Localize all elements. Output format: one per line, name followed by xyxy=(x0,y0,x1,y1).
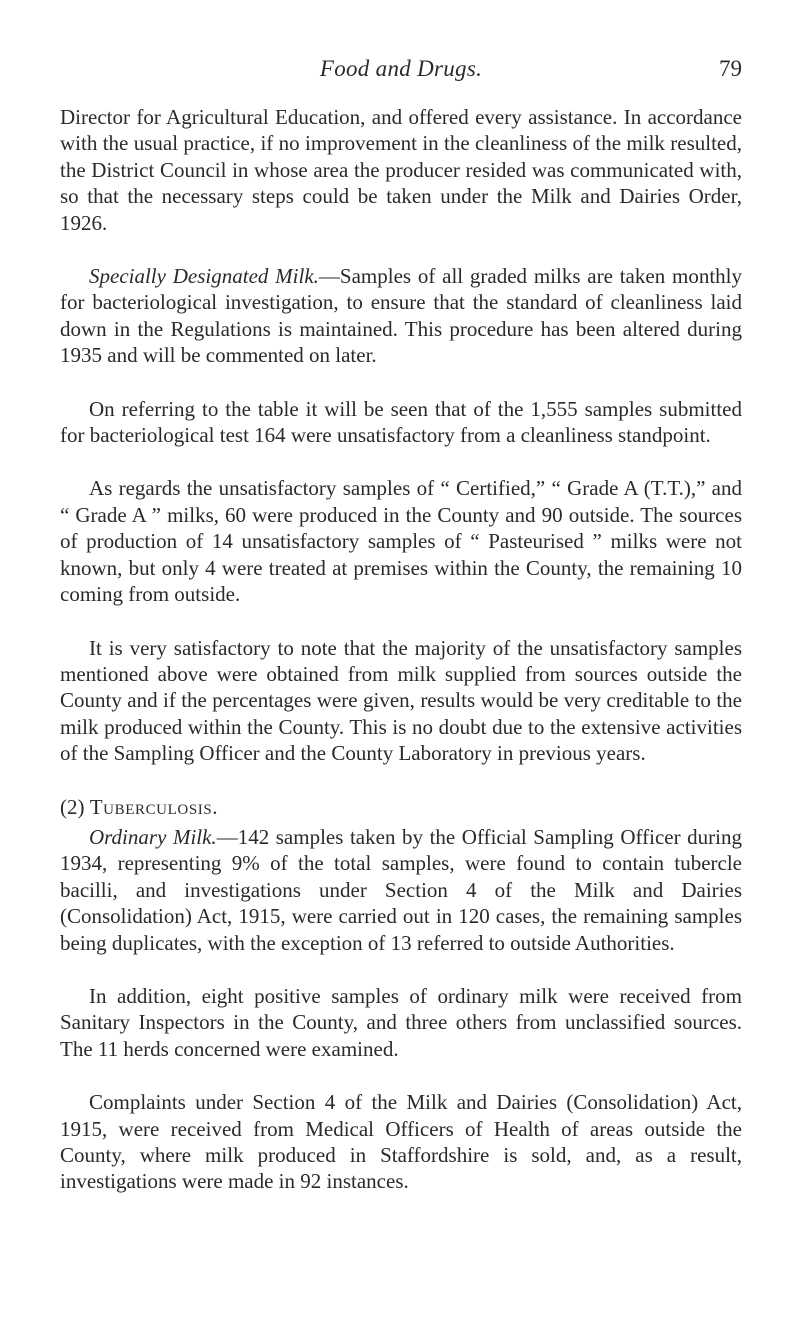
page-number: 79 xyxy=(719,56,742,81)
paragraph-complaints: Complaints under Section 4 of the Milk and Dairies (Consolidation) Act, 1915, were received from Medical Officers of Health of areas outside the County, where milk produced in Staffordshire is sold, and, as a result, investigations were made in 92 instances. xyxy=(60,1090,742,1194)
body-text xyxy=(60,104,742,1222)
section-heading xyxy=(60,794,742,820)
paragraph-table-reference: On referring to the table it will be seen that of the 1,555 samples submitted for bacteriological test 164 were unsatisfactory from a cleanliness standpoint. xyxy=(60,396,742,448)
paragraph-text: —142 samples taken by the Official Sampling Officer during 1934, representing 9% of the total samples, were found to contain tubercle bacilli, and investigations under Section 4 of the Milk and Dairies (Consolidation) Act, 1915, were carried out in 120 cases, the remaining samples being duplicates, with the exception of 13 referred to outside Authorities. xyxy=(60,824,742,955)
section-title: Tuberculosis. xyxy=(89,794,219,819)
section-number: (2) xyxy=(60,794,85,819)
paragraph-additional-samples: In addition, eight positive samples of ordinary milk were received from Sanitary Inspectors in the County, and three others from unclassified sources. The 11 herds concerned were examined. xyxy=(60,983,742,1061)
paragraph-text: —Samples of all graded milks are taken monthly for bacteriological investigation, to ensure that the standard of cleanliness laid down in the Regulations is maintained. This procedure has been altered during 1935 and will be commented on later. xyxy=(60,264,742,368)
running-head xyxy=(60,56,742,90)
running-title: Food and Drugs. xyxy=(319,56,483,81)
paragraph-unsatisfactory-samples: As regards the unsatisfactory samples of “ Certified,” “ Grade A (T.T.),” and “ Grade A ” milks, 60 were produced in the County and 90 outside. The sources of production of 14 unsatisfactory samples of “ Pasteurised ” milks were not known, but only 4 were treated at premises within the County, the remaining 10 coming from outside. xyxy=(60,476,742,607)
paragraph-ordinary-milk xyxy=(60,824,742,956)
paragraph-specially-designated-milk xyxy=(60,263,742,369)
run-in-heading: Specially Designated Milk. xyxy=(89,264,319,289)
paragraph-majority-outside: It is very satisfactory to note that the majority of the unsatisfactory samples mentioned above were obtained from milk supplied from sources outside the County and if the percentages were given, results would be very creditable to the milk produced within the County. This is no doubt due to the extensive activities of the Sampling Officer and the County Laboratory in previous years. xyxy=(60,635,742,766)
paragraph-continued: Director for Agricultural Education, and offered every assistance. In accordance with the usual practice, if no improvement in the cleanliness of the milk resulted, the District Council in whose area the producer resided was communicated with, so that the necessary steps could be taken under the Milk and Dairies Order, 1926. xyxy=(60,105,742,235)
run-in-heading: Ordinary Milk. xyxy=(89,824,217,849)
